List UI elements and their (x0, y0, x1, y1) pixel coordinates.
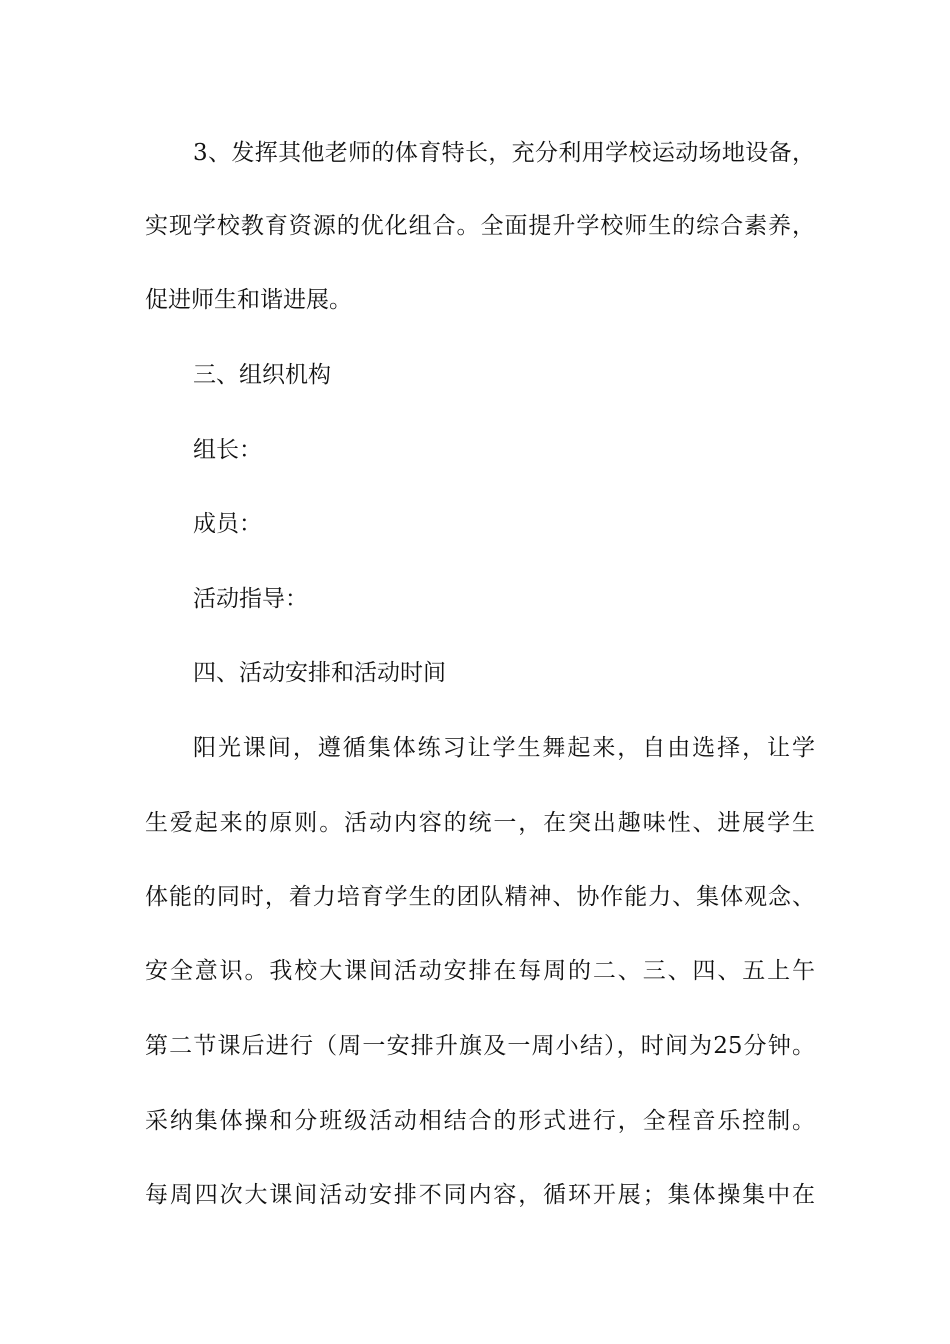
paragraph-line: 阳光课间，遵循集体练习让学生舞起来，自由选择，让学 (193, 735, 815, 761)
paragraph-line: 体能的同时，着力培育学生的团队精神、协作能力、集体观念、 (145, 884, 815, 910)
section-heading: 四、活动安排和活动时间 (193, 660, 446, 686)
paragraph-line: 每周四次大课间活动安排不同内容，循环开展；集体操集中在 (145, 1182, 815, 1208)
field-label-guidance: 活动指导： (193, 586, 308, 612)
section-heading: 三、组织机构 (193, 362, 331, 388)
paragraph-line: 生爱起来的原则。活动内容的统一，在突出趣味性、进展学生 (145, 810, 815, 836)
paragraph-line: 实现学校教育资源的优化组合。全面提升学校师生的综合素养， (145, 213, 815, 239)
paragraph-line: 采纳集体操和分班级活动相结合的形式进行，全程音乐控制。 (145, 1108, 815, 1134)
paragraph-line: 3、发挥其他老师的体育特长，充分利用学校运动场地设备， (193, 140, 815, 166)
paragraph-line: 促进师生和谐进展。 (145, 287, 352, 313)
field-label-leader: 组长： (193, 437, 262, 463)
paragraph-line: 安全意识。我校大课间活动安排在每周的二、三、四、五上午 (145, 958, 815, 984)
field-label-members: 成员： (193, 511, 262, 537)
paragraph-line: 第二节课后进行（周一安排升旗及一周小结），时间为25分钟。 (145, 1033, 815, 1059)
